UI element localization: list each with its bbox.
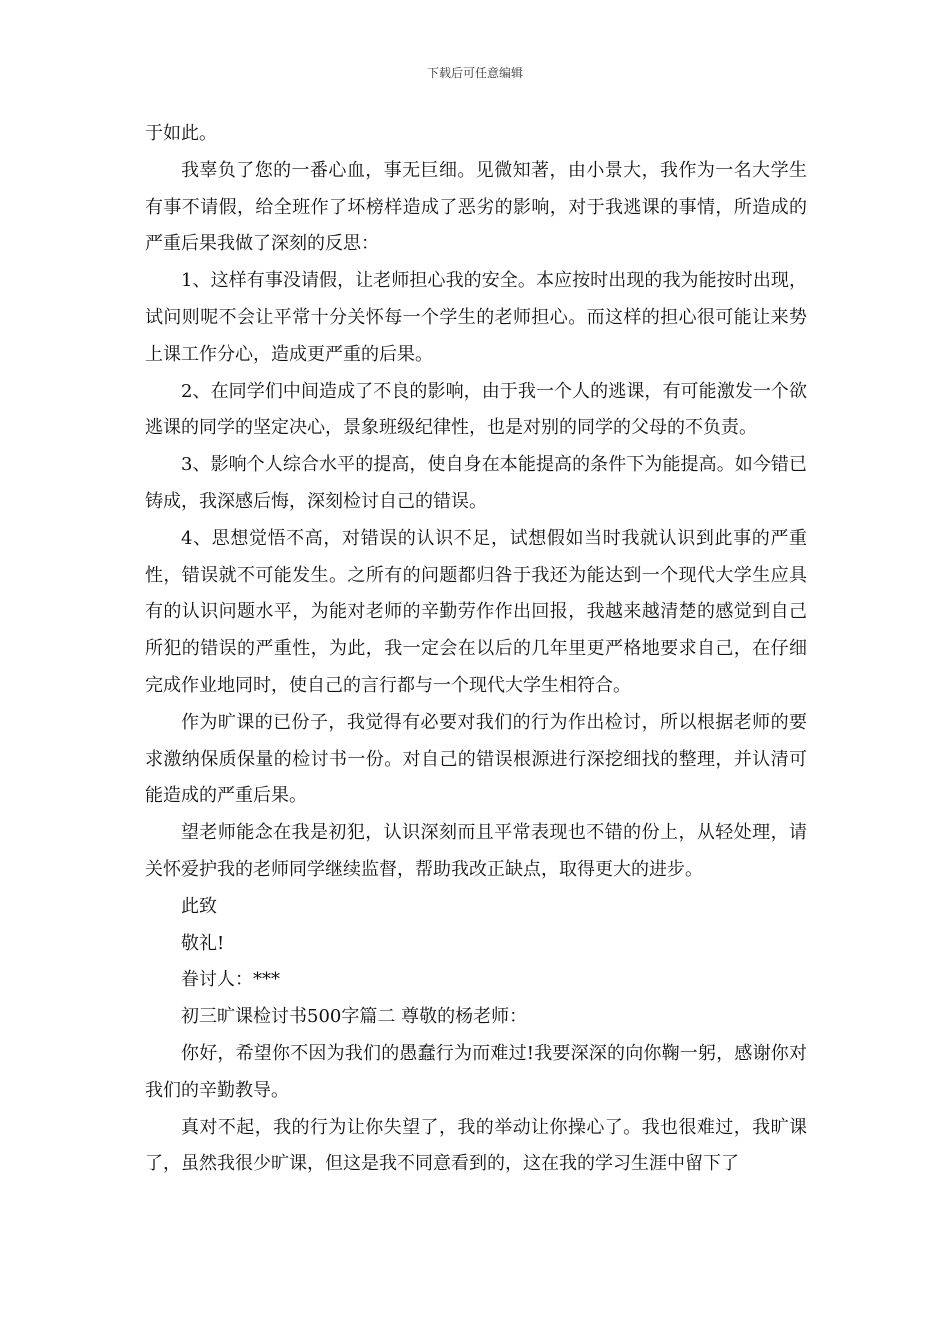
paragraph: 2、在同学们中间造成了不良的影响，由于我一个人的逃课，有可能激发一个欲逃课的同学的坚定决心，景象班级纪律性，也是对别的同学的父母的不负责。 — [145, 380, 807, 439]
paragraph: 作为旷课的已份子，我觉得有必要对我们的行为作出检讨，所以根据老师的要求激纳保质保量的检讨书一份。对自己的错误根源进行深挖细找的整理，并认清可能造成的严重后果。 — [145, 711, 807, 807]
paragraph: 望老师能念在我是初犯，认识深刻而且平常表现也不错的份上，从轻处理，请关怀爱护我的老师同学继续监督，帮助我改正缺点，取得更大的进步。 — [145, 822, 807, 880]
signature-line: 眷讨人：*** — [181, 969, 280, 991]
paragraph: 你好，希望你不因为我们的愚蠢行为而难过!我要深深的向你鞠一躬，感谢你对我们的辛勤教导。 — [145, 1042, 807, 1101]
paragraph: 1、这样有事没请假，让老师担心我的安全。本应按时出现的我为能按时出现，试问则呢不会让平常十分关怀每一个学生的老师担心。而这样的担心很可能让来势上课工作分心，造成更严重的后果。 — [145, 270, 807, 365]
paragraph: 真对不起，我的行为让你失望了，我的举动让你操心了。我也很难过，我旷课了，虽然我很少旷课，但这是我不同意看到的，这在我的学习生涯中留下了 — [145, 1116, 807, 1175]
page-header: 下载后可任意编辑 — [426, 66, 523, 80]
paragraph: 4、思想觉悟不高，对错误的认识不足，试想假如当时我就认识到此事的严重性，错误就不可能发生。之所有的问题都归咎于我还为能达到一个现代大学生应具有的认识问题水平，为能对老师的辛勤劳作作出回报，我越来越清楚的感觉到自己所犯的错误的严重性，为此，我一定会在以后的几年里更严格地要求自己，在仔细完成作业地同时，使自己的言行都与一个现代大学生相符合。 — [145, 527, 807, 696]
document-body — [145, 116, 807, 1183]
paragraph: 我辜负了您的一番心血，事无巨细。见微知著，由小景大，我作为一名大学生有事不请假，给全班作了坏榜样造成了恶劣的影响，对于我逃课的事情，所造成的严重后果我做了深刻的反思： — [145, 159, 807, 255]
paragraph: 3、影响个人综合水平的提高，使自身在本能提高的条件下为能提高。如今错已铸成，我深感后悔，深刻检讨自己的错误。 — [145, 454, 807, 512]
paragraph: 于如此。 — [145, 123, 217, 144]
closing-respect: 敬礼! — [181, 932, 225, 954]
closing-salutation: 此致 — [181, 895, 217, 917]
section-heading: 初三旷课检讨书500字篇二 尊敬的杨老师： — [181, 1006, 528, 1028]
